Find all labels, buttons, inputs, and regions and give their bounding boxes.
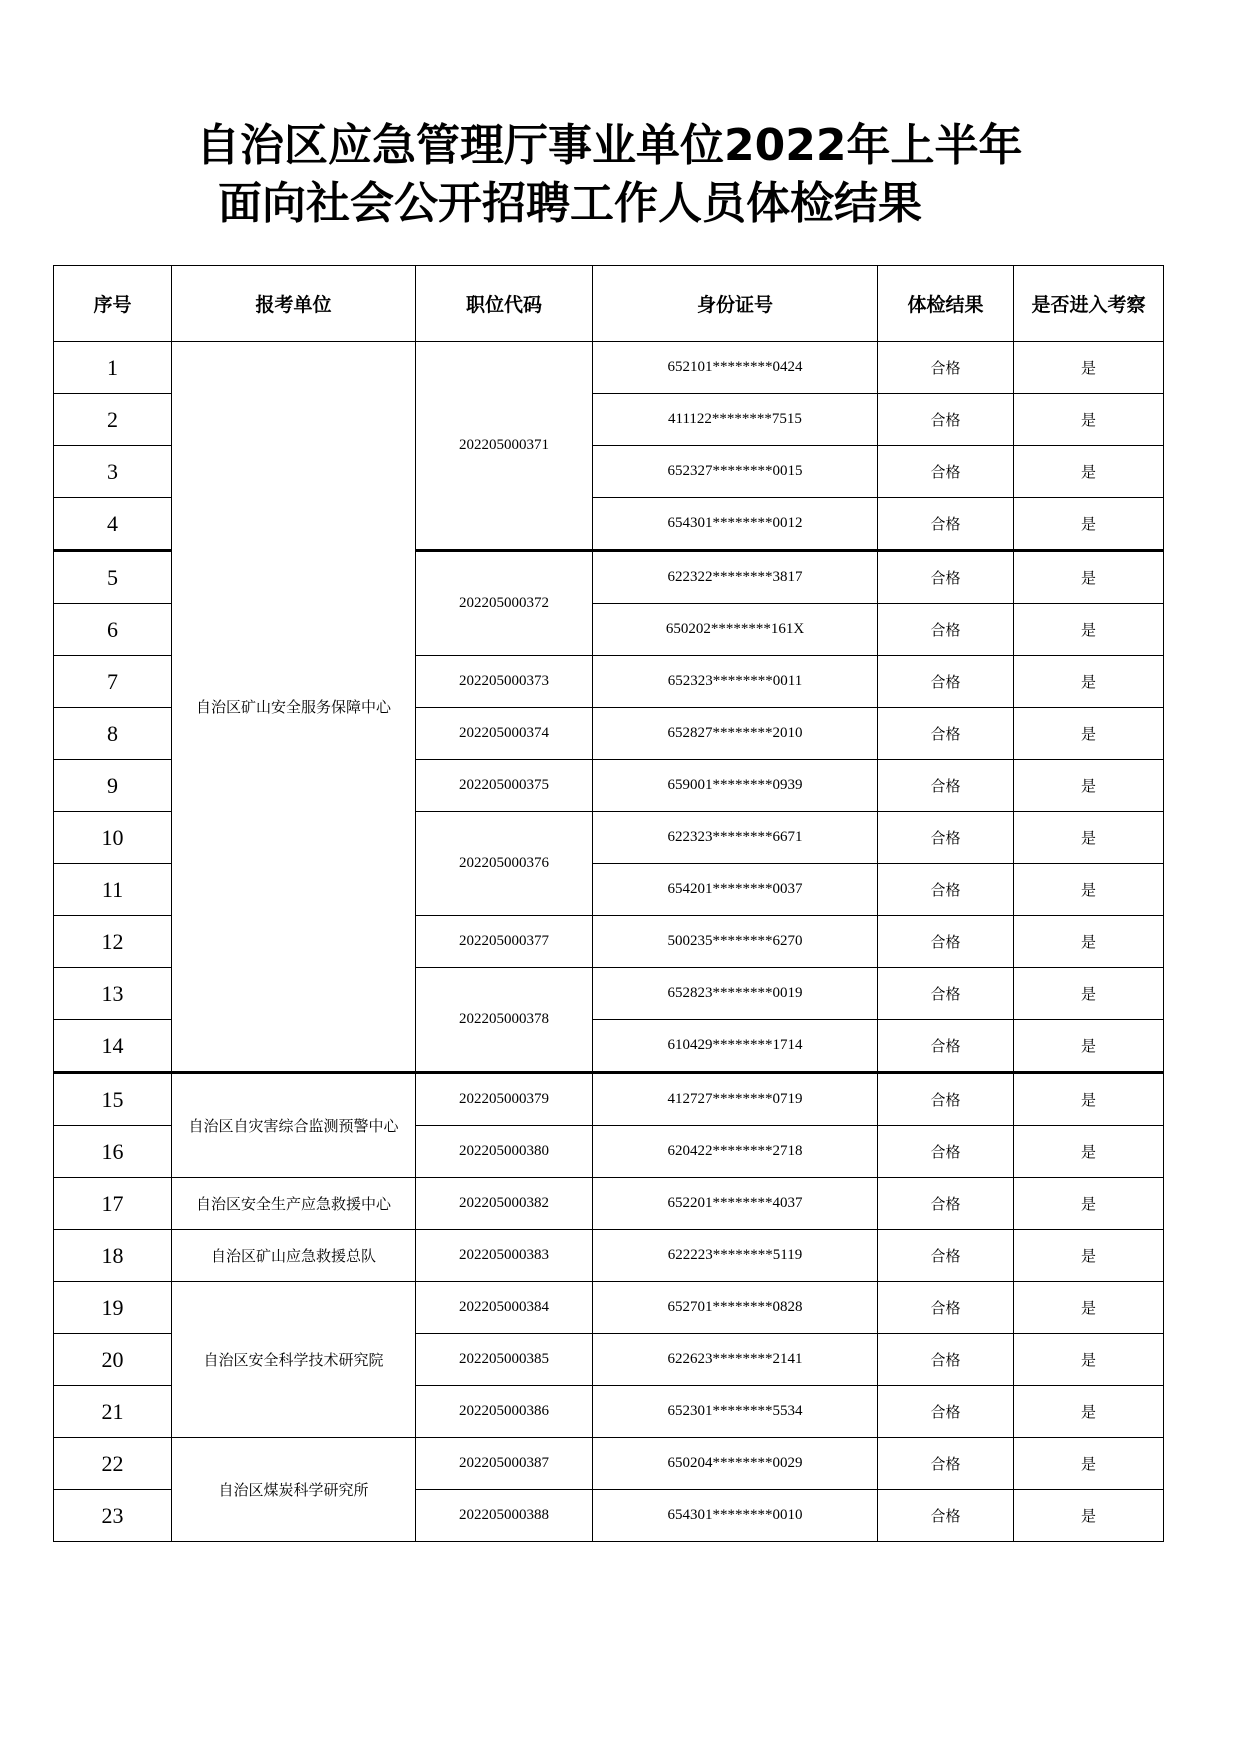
exam-result-cell: 合格 bbox=[878, 604, 1014, 656]
header-enter-inspection: 是否进入考察 bbox=[1014, 266, 1164, 342]
exam-result-cell: 合格 bbox=[878, 1073, 1014, 1126]
row-seq: 12 bbox=[54, 916, 172, 968]
enter-inspection-cell: 是 bbox=[1014, 1126, 1164, 1178]
enter-inspection-cell: 是 bbox=[1014, 1490, 1164, 1542]
row-seq: 10 bbox=[54, 812, 172, 864]
id-number-cell: 622322********3817 bbox=[593, 551, 878, 604]
row-seq: 22 bbox=[54, 1438, 172, 1490]
id-number-cell: 652301********5534 bbox=[593, 1386, 878, 1438]
id-number-cell: 622623********2141 bbox=[593, 1334, 878, 1386]
id-number-cell: 610429********1714 bbox=[593, 1020, 878, 1073]
position-code-cell: 202205000371 bbox=[416, 342, 593, 551]
enter-inspection-cell: 是 bbox=[1014, 498, 1164, 551]
row-seq: 11 bbox=[54, 864, 172, 916]
row-seq: 20 bbox=[54, 1334, 172, 1386]
header-position-code: 职位代码 bbox=[416, 266, 593, 342]
row-seq: 16 bbox=[54, 1126, 172, 1178]
row-seq: 9 bbox=[54, 760, 172, 812]
id-number-cell: 622223********5119 bbox=[593, 1230, 878, 1282]
exam-result-cell: 合格 bbox=[878, 1282, 1014, 1334]
exam-result-cell: 合格 bbox=[878, 968, 1014, 1020]
position-code-cell: 202205000386 bbox=[416, 1386, 593, 1438]
exam-result-cell: 合格 bbox=[878, 1334, 1014, 1386]
id-number-cell: 654201********0037 bbox=[593, 864, 878, 916]
row-seq: 6 bbox=[54, 604, 172, 656]
id-number-cell: 650204********0029 bbox=[593, 1438, 878, 1490]
row-seq: 3 bbox=[54, 446, 172, 498]
exam-result-cell: 合格 bbox=[878, 1386, 1014, 1438]
exam-result-cell: 合格 bbox=[878, 498, 1014, 551]
row-seq: 4 bbox=[54, 498, 172, 551]
id-number-cell: 652101********0424 bbox=[593, 342, 878, 394]
enter-inspection-cell: 是 bbox=[1014, 1230, 1164, 1282]
id-number-cell: 652327********0015 bbox=[593, 446, 878, 498]
enter-inspection-cell: 是 bbox=[1014, 446, 1164, 498]
enter-inspection-cell: 是 bbox=[1014, 1334, 1164, 1386]
exam-result-cell: 合格 bbox=[878, 656, 1014, 708]
enter-inspection-cell: 是 bbox=[1014, 656, 1164, 708]
position-code-cell: 202205000373 bbox=[416, 656, 593, 708]
enter-inspection-cell: 是 bbox=[1014, 864, 1164, 916]
position-code-cell: 202205000387 bbox=[416, 1438, 593, 1490]
enter-inspection-cell: 是 bbox=[1014, 1178, 1164, 1230]
row-seq: 23 bbox=[54, 1490, 172, 1542]
position-code-cell: 202205000384 bbox=[416, 1282, 593, 1334]
exam-result-cell: 合格 bbox=[878, 1126, 1014, 1178]
enter-inspection-cell: 是 bbox=[1014, 708, 1164, 760]
unit-cell: 自治区安全生产应急救援中心 bbox=[172, 1178, 416, 1230]
position-code-cell: 202205000374 bbox=[416, 708, 593, 760]
enter-inspection-cell: 是 bbox=[1014, 1073, 1164, 1126]
enter-inspection-cell: 是 bbox=[1014, 968, 1164, 1020]
exam-result-cell: 合格 bbox=[878, 864, 1014, 916]
exam-result-cell: 合格 bbox=[878, 1490, 1014, 1542]
exam-result-cell: 合格 bbox=[878, 551, 1014, 604]
exam-result-cell: 合格 bbox=[878, 1178, 1014, 1230]
exam-result-cell: 合格 bbox=[878, 394, 1014, 446]
position-code-cell: 202205000383 bbox=[416, 1230, 593, 1282]
table-row bbox=[54, 1438, 1164, 1490]
position-code-cell: 202205000380 bbox=[416, 1126, 593, 1178]
page-title-line-1: 自治区应急管理厅事业单位2022年上半年 bbox=[196, 120, 1023, 171]
enter-inspection-cell: 是 bbox=[1014, 394, 1164, 446]
unit-cell: 自治区矿山安全服务保障中心 bbox=[172, 342, 416, 1073]
table-row bbox=[54, 1178, 1164, 1230]
unit-cell: 自治区矿山应急救援总队 bbox=[172, 1230, 416, 1282]
enter-inspection-cell: 是 bbox=[1014, 342, 1164, 394]
id-number-cell: 652827********2010 bbox=[593, 708, 878, 760]
row-seq: 13 bbox=[54, 968, 172, 1020]
unit-cell: 自治区安全科学技术研究院 bbox=[172, 1282, 416, 1438]
page-title-line-2: 面向社会公开招聘工作人员体检结果 bbox=[218, 178, 922, 229]
exam-result-cell: 合格 bbox=[878, 708, 1014, 760]
row-seq: 21 bbox=[54, 1386, 172, 1438]
unit-cell: 自治区自灾害综合监测预警中心 bbox=[172, 1073, 416, 1178]
position-code-cell: 202205000385 bbox=[416, 1334, 593, 1386]
id-number-cell: 652323********0011 bbox=[593, 656, 878, 708]
enter-inspection-cell: 是 bbox=[1014, 760, 1164, 812]
enter-inspection-cell: 是 bbox=[1014, 812, 1164, 864]
row-seq: 14 bbox=[54, 1020, 172, 1073]
header-unit: 报考单位 bbox=[172, 266, 416, 342]
id-number-cell: 411122********7515 bbox=[593, 394, 878, 446]
id-number-cell: 654301********0010 bbox=[593, 1490, 878, 1542]
exam-result-cell: 合格 bbox=[878, 916, 1014, 968]
position-code-cell: 202205000372 bbox=[416, 551, 593, 656]
row-seq: 5 bbox=[54, 551, 172, 604]
exam-result-cell: 合格 bbox=[878, 760, 1014, 812]
exam-result-cell: 合格 bbox=[878, 446, 1014, 498]
header-id-number: 身份证号 bbox=[593, 266, 878, 342]
header-seq: 序号 bbox=[54, 266, 172, 342]
position-code-cell: 202205000379 bbox=[416, 1073, 593, 1126]
row-seq: 15 bbox=[54, 1073, 172, 1126]
id-number-cell: 654301********0012 bbox=[593, 498, 878, 551]
position-code-cell: 202205000382 bbox=[416, 1178, 593, 1230]
id-number-cell: 652701********0828 bbox=[593, 1282, 878, 1334]
exam-result-cell: 合格 bbox=[878, 1230, 1014, 1282]
id-number-cell: 620422********2718 bbox=[593, 1126, 878, 1178]
table-header-row bbox=[54, 266, 1164, 342]
enter-inspection-cell: 是 bbox=[1014, 1020, 1164, 1073]
enter-inspection-cell: 是 bbox=[1014, 1386, 1164, 1438]
table-row bbox=[54, 1282, 1164, 1334]
enter-inspection-cell: 是 bbox=[1014, 1282, 1164, 1334]
id-number-cell: 650202********161X bbox=[593, 604, 878, 656]
enter-inspection-cell: 是 bbox=[1014, 551, 1164, 604]
exam-results-table bbox=[53, 265, 1164, 1542]
table-row bbox=[54, 342, 1164, 394]
position-code-cell: 202205000378 bbox=[416, 968, 593, 1073]
position-code-cell: 202205000388 bbox=[416, 1490, 593, 1542]
position-code-cell: 202205000375 bbox=[416, 760, 593, 812]
id-number-cell: 652823********0019 bbox=[593, 968, 878, 1020]
id-number-cell: 652201********4037 bbox=[593, 1178, 878, 1230]
row-seq: 18 bbox=[54, 1230, 172, 1282]
exam-result-cell: 合格 bbox=[878, 342, 1014, 394]
enter-inspection-cell: 是 bbox=[1014, 1438, 1164, 1490]
enter-inspection-cell: 是 bbox=[1014, 604, 1164, 656]
exam-result-cell: 合格 bbox=[878, 1438, 1014, 1490]
row-seq: 7 bbox=[54, 656, 172, 708]
row-seq: 1 bbox=[54, 342, 172, 394]
table-row bbox=[54, 1230, 1164, 1282]
position-code-cell: 202205000376 bbox=[416, 812, 593, 916]
id-number-cell: 659001********0939 bbox=[593, 760, 878, 812]
row-seq: 19 bbox=[54, 1282, 172, 1334]
exam-result-cell: 合格 bbox=[878, 1020, 1014, 1073]
row-seq: 8 bbox=[54, 708, 172, 760]
header-exam-result: 体检结果 bbox=[878, 266, 1014, 342]
row-seq: 17 bbox=[54, 1178, 172, 1230]
exam-result-cell: 合格 bbox=[878, 812, 1014, 864]
unit-cell: 自治区煤炭科学研究所 bbox=[172, 1438, 416, 1542]
id-number-cell: 622323********6671 bbox=[593, 812, 878, 864]
enter-inspection-cell: 是 bbox=[1014, 916, 1164, 968]
id-number-cell: 412727********0719 bbox=[593, 1073, 878, 1126]
id-number-cell: 500235********6270 bbox=[593, 916, 878, 968]
position-code-cell: 202205000377 bbox=[416, 916, 593, 968]
table-row bbox=[54, 1073, 1164, 1126]
row-seq: 2 bbox=[54, 394, 172, 446]
